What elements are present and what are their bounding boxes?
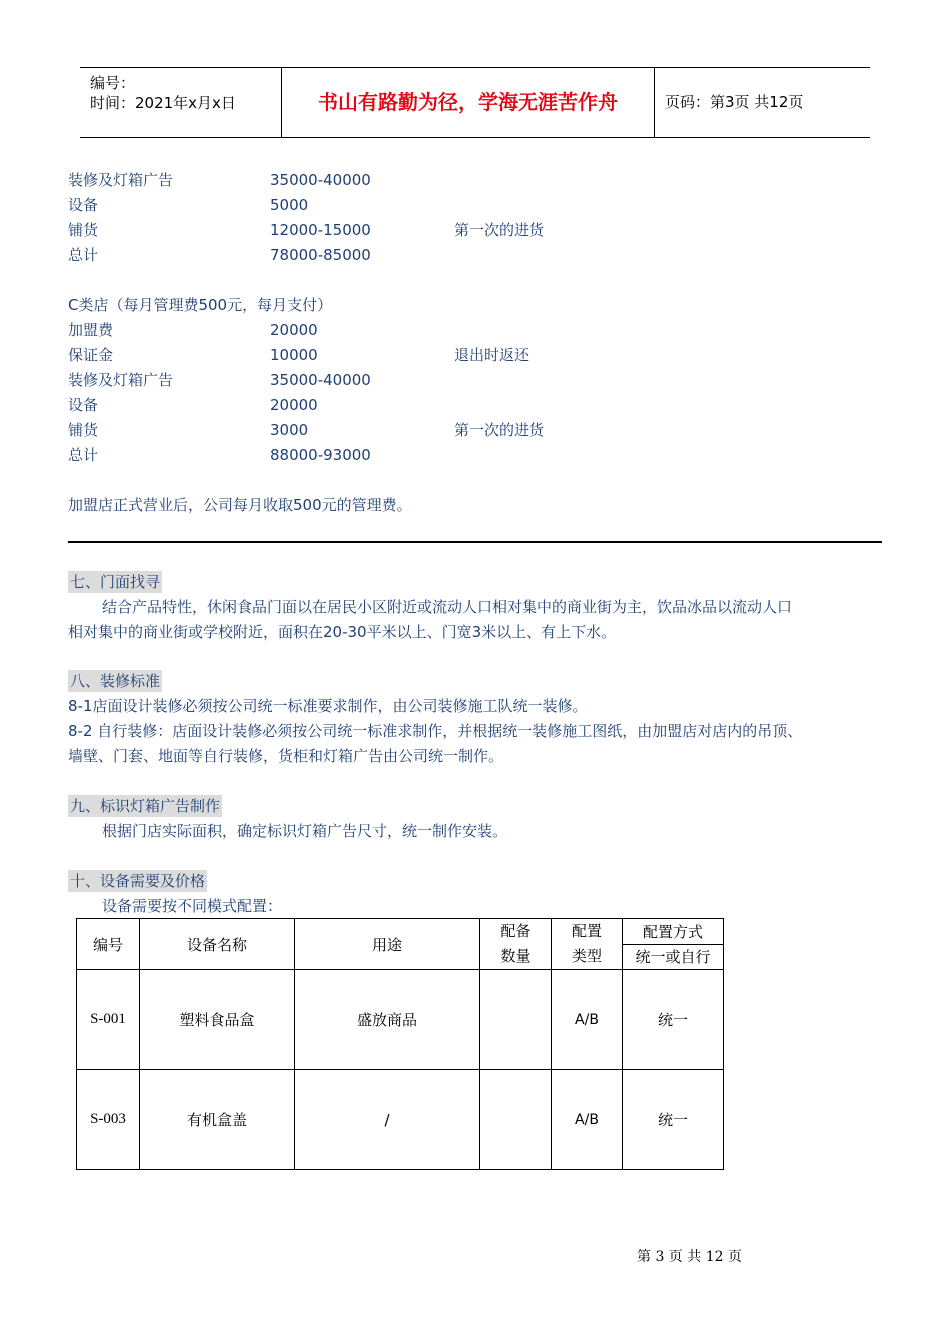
equipment-type: A/B	[552, 970, 623, 1070]
equipment-method: 统一	[623, 1070, 724, 1170]
col-header-name: 设备名称	[140, 919, 295, 970]
table-row	[77, 1070, 724, 1170]
cost-item: 装修及灯箱广告	[68, 171, 174, 189]
cost-amount: 12000-15000	[270, 221, 371, 239]
equipment-use: 盛放商品	[295, 970, 480, 1070]
cost-note: 第一次的进货	[454, 221, 545, 239]
col-header-type-line2: 类型	[571, 947, 602, 965]
col-header-number: 编号	[77, 919, 140, 970]
equipment-quantity	[480, 1070, 552, 1170]
cost-item: 总计	[68, 446, 99, 464]
page-label: 页码：第3页 共12页	[665, 93, 804, 111]
col-header-type	[552, 919, 623, 970]
section-8-body-line3: 墙壁、门套、地面等自行装修，货柜和灯箱广告由公司统一制作。	[68, 747, 504, 765]
page-header	[80, 67, 870, 138]
section-9-body: 根据门店实际面积，确定标识灯箱广告尺寸，统一制作安装。	[102, 822, 508, 840]
cost-item: 总计	[68, 246, 99, 264]
section-7-body-line1: 结合产品特性，休闲食品门面以在居民小区附近或流动人口相对集中的商业街为主，饮品冰品以流动人口	[102, 598, 793, 616]
col-header-quantity	[480, 919, 552, 970]
page-footer: 第 3 页 共 12 页	[637, 1249, 742, 1265]
cost-item: 加盟费	[68, 321, 114, 339]
col-header-method: 配置方式	[623, 919, 724, 945]
cost-item: 铺货	[68, 221, 99, 239]
section-10-body: 设备需要按不同模式配置：	[102, 897, 283, 915]
cost-amount: 3000	[270, 421, 309, 439]
equipment-number: S-001	[77, 970, 140, 1070]
cost-item: 设备	[68, 196, 99, 214]
equipment-table	[76, 918, 724, 1170]
equipment-type: A/B	[552, 1070, 623, 1170]
cost-amount: 35000-40000	[270, 371, 371, 389]
equipment-name: 塑料食品盒	[140, 970, 295, 1070]
section-divider	[68, 541, 882, 543]
cost-item: 铺货	[68, 421, 99, 439]
table-row	[77, 970, 724, 1070]
cost-amount: 35000-40000	[270, 171, 371, 189]
date-label: 时间：2021年x月x日	[90, 94, 236, 112]
cost-amount: 5000	[270, 196, 309, 214]
section-10-title: 十、设备需要及价格	[70, 872, 206, 890]
cost-item: 装修及灯箱广告	[68, 371, 174, 389]
equipment-method: 统一	[623, 970, 724, 1070]
motto: 书山有路勤为径，学海无涯苦作舟	[318, 90, 618, 114]
cost-amount: 20000	[270, 396, 318, 414]
number-label: 编号：	[90, 74, 136, 92]
col-header-method-sub: 统一或自行	[623, 944, 724, 970]
equipment-quantity	[480, 970, 552, 1070]
cost-amount: 10000	[270, 346, 318, 364]
equipment-name: 有机盒盖	[140, 1070, 295, 1170]
cost-amount: 20000	[270, 321, 318, 339]
cost-note: 第一次的进货	[454, 421, 545, 439]
cost-amount: 88000-93000	[270, 446, 371, 464]
equipment-number: S-003	[77, 1070, 140, 1170]
col-header-quantity-line1: 配备	[500, 922, 531, 940]
section-8-title: 八、装修标准	[70, 672, 161, 690]
cost-note: 退出时返还	[454, 346, 530, 364]
cost-item: 设备	[68, 396, 99, 414]
cost-item: 保证金	[68, 346, 114, 364]
section-7-title: 七、门面找寻	[70, 573, 161, 591]
header-meta	[90, 73, 236, 113]
cost-amount: 78000-85000	[270, 246, 371, 264]
management-fee-note: 加盟店正式营业后，公司每月收取500元的管理费。	[68, 496, 412, 514]
section-8-body-line2: 8-2 自行装修：店面设计装修必须按公司统一标准求制作，并根据统一装修施工图纸，由加盟店对店内的吊顶、	[68, 722, 803, 740]
section-7-body-line2: 相对集中的商业街或学校附近，面积在20-30平米以上、门宽3米以上、有上下水。	[68, 623, 617, 641]
section-9-title: 九、标识灯箱广告制作	[70, 797, 221, 815]
col-header-type-line1: 配置	[571, 922, 602, 940]
section-8-body-line1: 8-1店面设计装修必须按公司统一标准要求制作，由公司装修施工队统一装修。	[68, 697, 588, 715]
col-header-quantity-line2: 数量	[500, 947, 531, 965]
col-header-use: 用途	[295, 919, 480, 970]
equipment-use: /	[295, 1070, 480, 1170]
store-c-title: C类店（每月管理费500元，每月支付）	[68, 296, 333, 314]
